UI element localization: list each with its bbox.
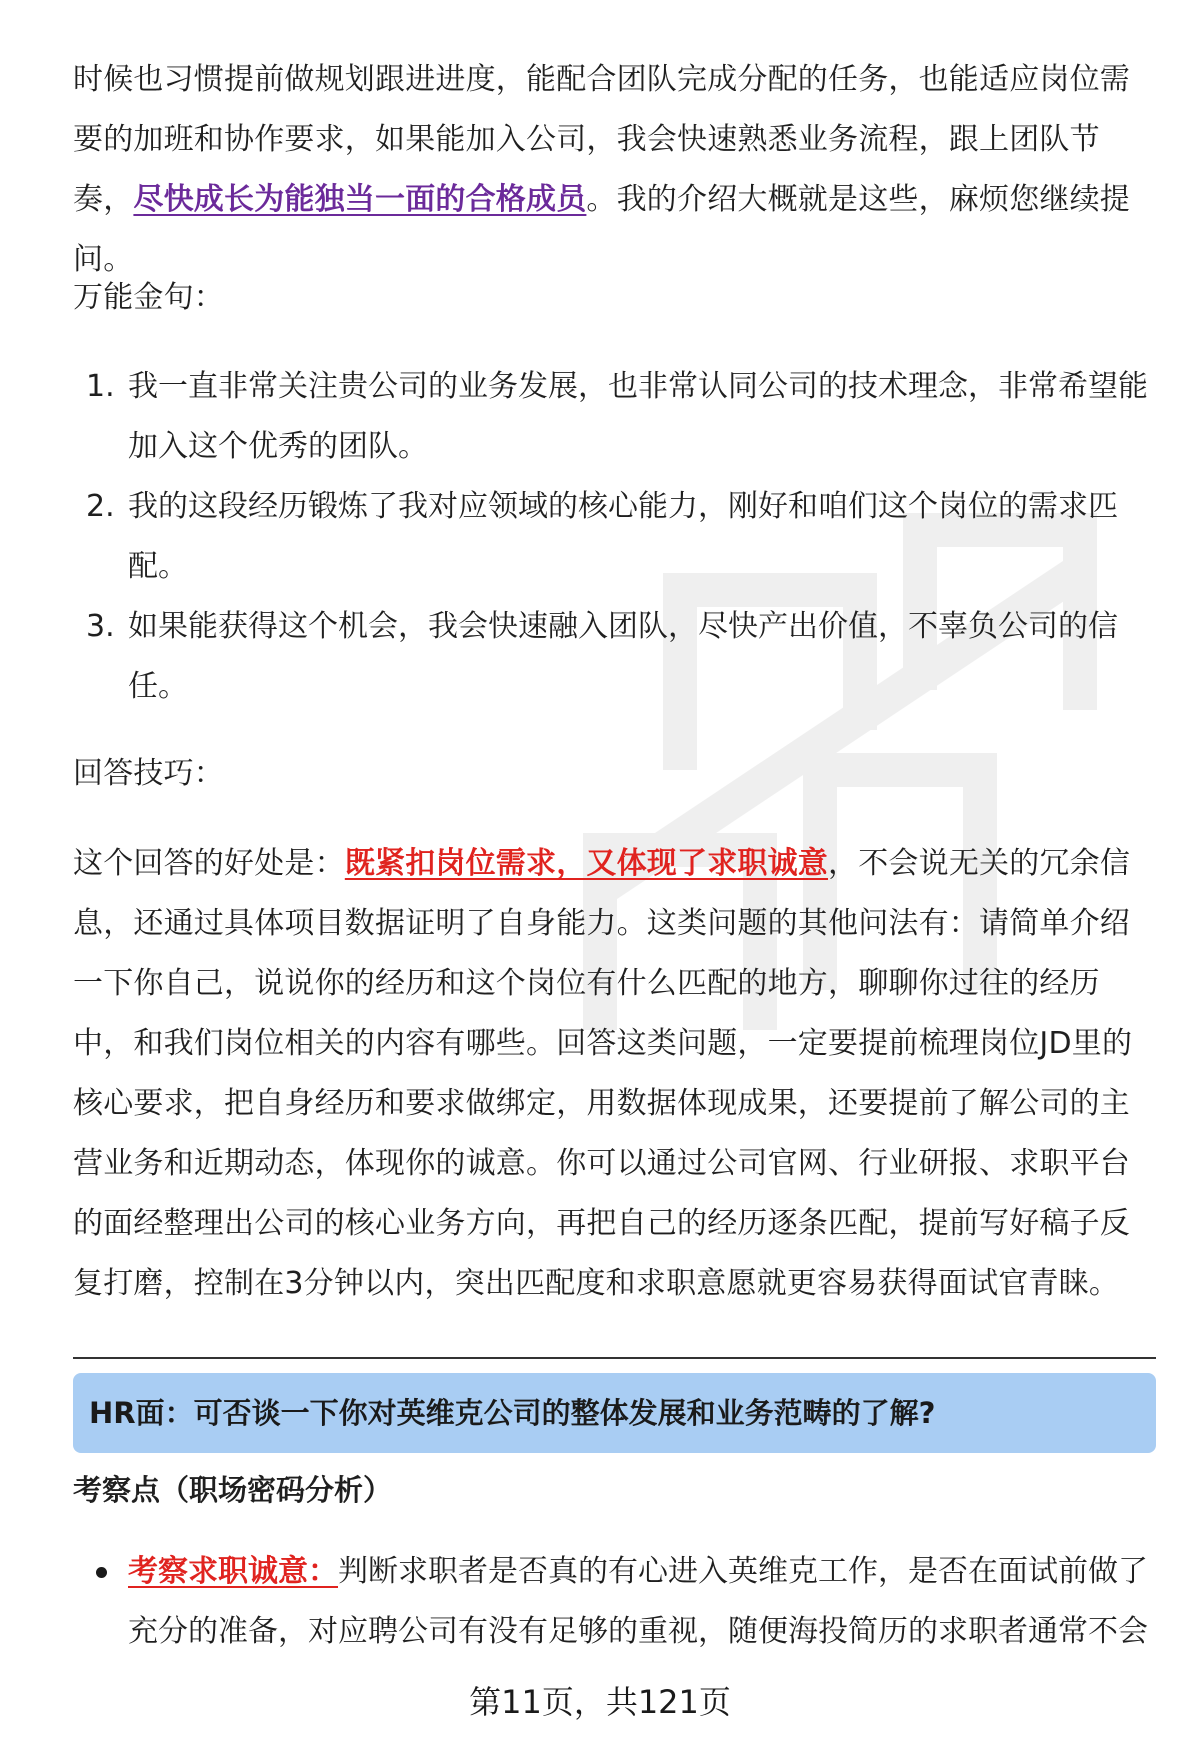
list-item-text: 如果能获得这个机会，我会快速融入团队，尽快产出价值，不辜负公司的信任。 — [128, 609, 1118, 704]
intro-text-end: 。我的介绍大概就是这些，麻烦您继续提问。 — [73, 182, 1131, 277]
page-number: 第11页，共121页 — [469, 1683, 731, 1721]
list-item — [73, 597, 1153, 717]
golden-sentences-list — [73, 357, 1153, 717]
list-number: 3. — [86, 609, 115, 644]
answer-tips-label: 回答技巧： — [73, 756, 224, 791]
question-text: HR面：可否谈一下你对英维克公司的整体发展和业务范畴的了解? — [89, 1396, 936, 1430]
bullet-body: 判断求职者是否真的有心进入英维克工作，是否在面试前做了充分的准备，对应聘公司有没有足够的重视，随便海投简历的求职者通常不会 — [128, 1554, 1148, 1649]
analysis-bullet — [73, 1542, 1156, 1662]
golden-sentences-label: 万能金句： — [73, 280, 224, 315]
list-item — [73, 477, 1153, 597]
list-number: 1. — [86, 369, 115, 404]
intro-paragraph — [73, 50, 1153, 290]
intro-text: 时候也习惯提前做规划跟进进度，能配合团队完成分配的任务，也能适应岗位需要的加班和协作要求，如果能加入公司，我会快速熟悉业务流程，跟上团队节奏， — [73, 62, 1130, 217]
intro-highlight: 尽快成长为能独当一面的合格成员 — [133, 182, 587, 217]
answer-tips-text-end: ，不会说无关的冗余信息，还通过具体项目数据证明了自身能力。这类问题的其他问法有：请简单介绍一下你自己，说说你的经历和这个岗位有什么匹配的地方，聊聊你过往的经历中，和我们岗位相关的内容有哪些。回答这类问题，一定要提前梳理岗位JD里的核心要求，把自身经历和要求做绑定，用数据体现成果，还要提前了解公司的主营业务和近期动态，体现你的诚意。你可以通过公司官网、行业研报、求职平台的面经整理出公司的核心业务方向，再把自己的经历逐条匹配，提前写好稿子反复打磨，控制在3分钟以内，突出匹配度和求职意愿就更容易获得面试官青睐。 — [73, 846, 1133, 1301]
question-box — [73, 1373, 1156, 1453]
list-number: 2. — [86, 489, 115, 524]
answer-tips-highlight: 既紧扣岗位需求，又体现了求职诚意 — [344, 846, 829, 881]
bullet-highlight: 考察求职诚意： — [128, 1554, 338, 1589]
analysis-heading: 考察点（职场密码分析） — [73, 1473, 393, 1507]
bullet-text — [73, 1542, 1156, 1662]
list-item-text: 我的这段经历锻炼了我对应领域的核心能力，刚好和咱们这个岗位的需求匹配。 — [128, 489, 1118, 584]
list-item — [73, 357, 1153, 477]
answer-tips-paragraph — [73, 834, 1153, 1314]
list-item-text: 我一直非常关注贵公司的业务发展，也非常认同公司的技术理念，非常希望能加入这个优秀的团队。 — [128, 369, 1148, 464]
bullet-dot-icon — [96, 1567, 107, 1578]
section-divider — [73, 1357, 1156, 1359]
answer-tips-text: 这个回答的好处是： — [73, 846, 345, 881]
